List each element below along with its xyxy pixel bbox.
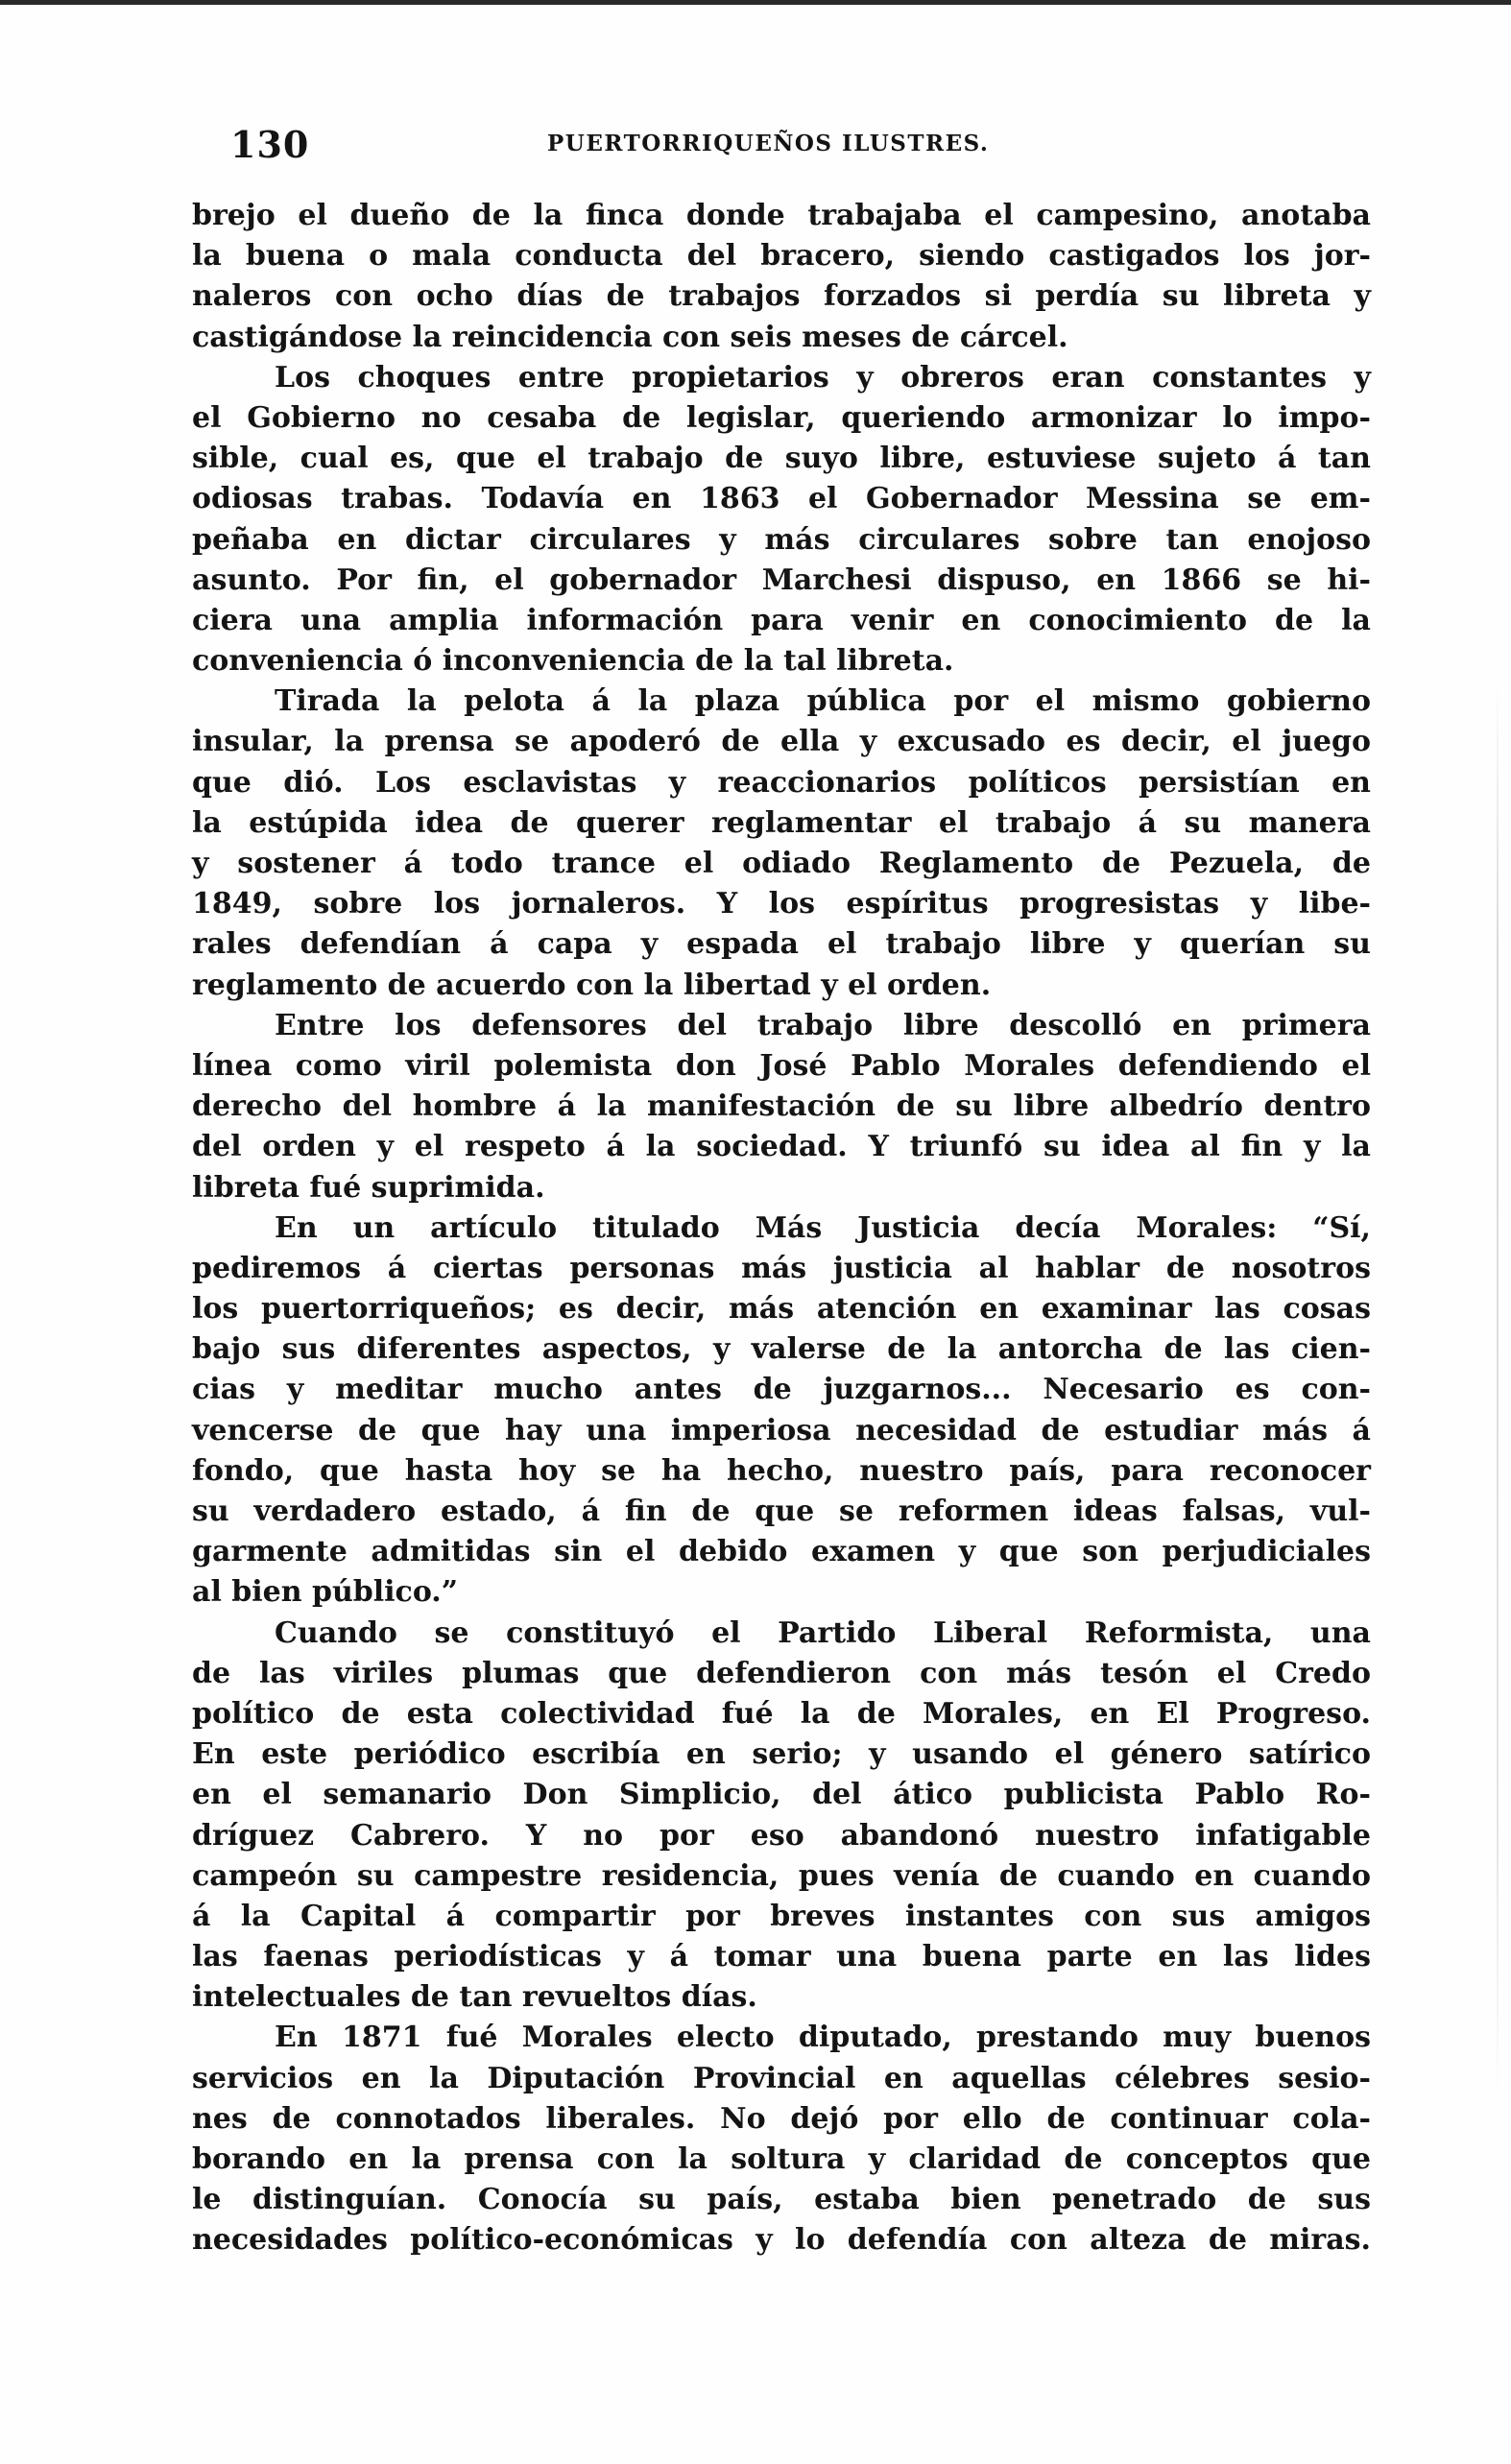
paragraph-1 [192,196,1371,358]
text-line: nes de connotados liberales. No dejó por ello de continuar cola- [192,2101,1371,2136]
text-line: servicios en la Diputación Provincial en aquellas célebres sesio- [192,2061,1371,2095]
text-line: intelectuales de tan revueltos días. [192,1980,757,2015]
text-line: en el semanario Don Simplicio, del ático publicista Pablo Ro- [192,1778,1371,1812]
text-line: las faenas periodísticas y á tomar una buena parte en las lides [192,1940,1371,1974]
paragraph-6 [192,1614,1371,2019]
text-line: de las viriles plumas que defendieron con más tesón el Credo [192,1656,1371,1690]
text-line: Tirada la pelota á la plaza pública por el mismo gobierno [275,684,1371,719]
page-top-edge [0,0,1511,5]
page-number: 130 [230,123,310,166]
text-line: los puertorriqueños; es decir, más atención en examinar las cosas [192,1292,1371,1327]
text-line: bajo sus diferentes aspectos, y valerse de la antorcha de las cien- [192,1332,1371,1367]
text-line: al bien público.” [192,1575,459,1610]
text-line: cias y meditar mucho antes de juzgarnos... Necesario es con- [192,1373,1371,1407]
text-line: el Gobierno no cesaba de legislar, queriendo armonizar lo impo- [192,400,1371,435]
running-title: PUERTORRIQUEÑOS ILUSTRES. [547,131,990,156]
text-line: Entre los defensores del trabajo libre descolló en primera [275,1008,1371,1042]
text-line: que dió. Los esclavistas y reaccionarios políticos persistían en [192,765,1371,800]
page-edge-shadow [1497,672,1499,2112]
text-line: vencerse de que hay una imperiosa necesidad de estudiar más á [192,1413,1371,1447]
paragraph-4 [192,1006,1371,1208]
text-line: campeón su campestre residencia, pues venía de cuando en cuando [192,1858,1371,1893]
text-line: 1849, sobre los jornaleros. Y los espíritus progresistas y libe- [192,887,1371,921]
text-line: del orden y el respeto á la sociedad. Y triunfó su idea al fin y la [192,1130,1371,1164]
body-text [192,196,1371,2261]
text-line: reglamento de acuerdo con la libertad y el orden. [192,968,992,1002]
text-line: En 1871 fué Morales electo diputado, prestando muy buenos [275,2021,1371,2055]
text-line: Cuando se constituyó el Partido Liberal Reformista, una [275,1615,1371,1650]
text-line: político de esta colectividad fué la de Morales, en El Progreso. [192,1696,1371,1731]
text-line: pediremos á ciertas personas más justicia al hablar de nosotros [192,1251,1371,1285]
text-line: asunto. Por fin, el gobernador Marchesi dispuso, en 1866 se hi- [192,562,1371,597]
text-line: fondo, que hasta hoy se ha hecho, nuestro país, para reconocer [192,1453,1371,1488]
text-line: ciera una amplia información para venir en conocimiento de la [192,603,1371,637]
text-line: rales defendían á capa y espada el trabajo libre y querían su [192,927,1371,962]
text-line: su verdadero estado, á fin de que se reformen ideas falsas, vul- [192,1495,1371,1528]
text-line: la buena o mala conducta del bracero, siendo castigados los jor- [192,239,1371,274]
text-line: línea como viril polemista don José Pablo Morales defendiendo el [192,1048,1371,1083]
text-line: y sostener á todo trance el odiado Reglamento de Pezuela, de [192,847,1371,880]
paragraph-5 [192,1208,1371,1614]
text-line: libreta fué suprimida. [192,1170,545,1205]
running-head [230,123,1301,166]
paragraph-3 [192,682,1371,1006]
text-line: castigándose la reincidencia con seis meses de cárcel. [192,320,1068,354]
text-line: brejo el dueño de la finca donde trabajaba el campesino, anotaba [192,199,1371,232]
text-line: la estúpida idea de querer reglamentar el trabajo á su manera [192,805,1371,840]
text-line: odiosas trabas. Todavía en 1863 el Gobernador Messina se em- [192,482,1371,516]
text-line: derecho del hombre á la manifestación de su libre albedrío dentro [192,1089,1371,1124]
text-line: peñaba en dictar circulares y más circulares sobre tan enojoso [192,522,1371,557]
text-line: naleros con ocho días de trabajos forzados si perdía su libreta y [192,279,1371,314]
text-line: necesidades político-económicas y lo defendía con alteza de miras. [192,2223,1371,2258]
text-line: á la Capital á compartir por breves instantes con sus amigos [192,1899,1371,1933]
text-line: En este periódico escribía en serio; y usando el género satírico [192,1737,1371,1772]
text-line: garmente admitidas sin el debido examen y que son perjudiciales [192,1535,1371,1569]
text-line: le distinguían. Conocía su país, estaba bien penetrado de sus [192,2183,1371,2217]
text-line: insular, la prensa se apoderó de ella y excusado es decir, el juego [192,725,1371,759]
text-line: En un artículo titulado Más Justicia decía Morales: “Sí, [275,1210,1371,1245]
text-line: Los choques entre propietarios y obreros eran constantes y [275,360,1371,395]
paragraph-2 [192,358,1371,682]
text-line: sible, cual es, que el trabajo de suyo libre, estuviese sujeto á tan [192,442,1371,476]
text-line: borando en la prensa con la soltura y claridad de conceptos que [192,2142,1371,2176]
paragraph-7 [192,2018,1371,2261]
text-line: conveniencia ó inconveniencia de la tal libreta. [192,644,954,679]
text-line: dríguez Cabrero. Y no por eso abandonó nuestro infatigable [192,1818,1371,1853]
